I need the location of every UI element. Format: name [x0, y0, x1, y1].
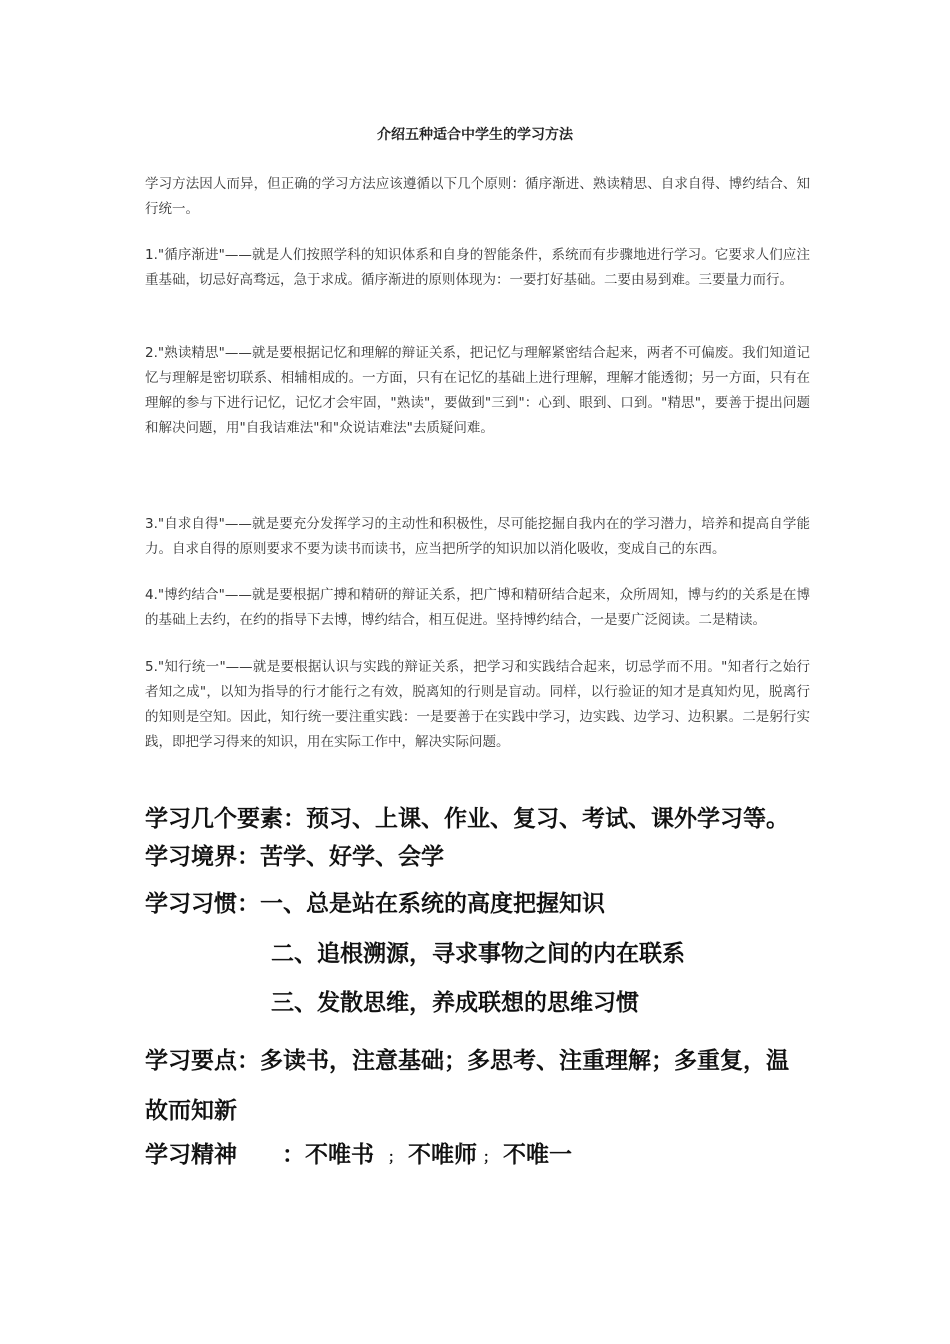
learning-spirit-item-3: 不唯一	[503, 1142, 572, 1168]
learning-key-points: 学习要点：多读书，注意基础；多思考、注重理解；多重复，温故而知新	[145, 1048, 789, 1124]
intro-paragraph: 学习方法因人而异，但正确的学习方法应该遵循以下几个原则：循序渐进、熟读精思、自求自得、博约结合、知行统一。	[145, 176, 810, 217]
learning-spirit-separator-2: ；	[483, 1150, 497, 1166]
principle-paragraph-2: 2."熟读精思"——就是要根据记忆和理解的辩证关系，把记忆与理解紧密结合起来，两者不可偏废。我们知道记忆与理解是密切联系、相辅相成的。一方面，只有在记忆的基础上进行理解，理解才能透彻；另一方面，只有在理解的参与下进行记忆，记忆才会牢固，"熟读"，要做到"三到"：心到、眼到、口到。"精思"，要善于提出问题和解决问题，用"自我诘难法"和"众说诘难法"去质疑问难。	[145, 345, 810, 436]
learning-elements: 学习几个要素：预习、上课、作业、复习、考试、课外学习等。	[145, 806, 789, 832]
learning-spirit-label: 学习精神	[145, 1142, 237, 1168]
learning-habits-line-1: 学习习惯：一、总是站在系统的高度把握知识	[145, 891, 605, 917]
learning-spirit	[145, 1136, 572, 1169]
learning-spirit-separator-1: ；	[388, 1150, 402, 1166]
principle-paragraph-1: 1."循序渐进"——就是人们按照学科的知识体系和自身的智能条件，系统而有步骤地进行学习。它要求人们应注重基础，切忌好高骛远，急于求成。循序渐进的原则体现为：一要打好基础。二要由易到难。三要量力而行。	[145, 247, 810, 288]
document-title: 介绍五种适合中学生的学习方法	[377, 127, 573, 143]
learning-habits-line-3: 三、发散思维，养成联想的思维习惯	[271, 990, 639, 1016]
learning-spirit-item-1: 不唯书	[305, 1142, 374, 1168]
principle-paragraph-4: 4."博约结合"——就是要根据广搏和精研的辩证关系，把广博和精研结合起来，众所周知，博与约的关系是在博的基础上去约，在约的指导下去博，博约结合，相互促进。坚持博约结合，一是要广泛阅读。二是精读。	[145, 587, 810, 628]
learning-realm: 学习境界：苦学、好学、会学	[145, 844, 444, 870]
learning-habits-line-2: 二、追根溯源，寻求事物之间的内在联系	[271, 941, 685, 967]
principle-paragraph-3: 3."自求自得"——就是要充分发挥学习的主动性和积极性，尽可能挖掘自我内在的学习潜力，培养和提高自学能力。自求自得的原则要求不要为读书而读书，应当把所学的知识加以消化吸收，变成自己的东西。	[145, 516, 810, 557]
learning-spirit-item-2: 不唯师	[408, 1142, 477, 1168]
principle-paragraph-5: 5."知行统一"——就是要根据认识与实践的辩证关系，把学习和实践结合起来，切忌学而不用。"知者行之始行者知之成"，以知为指导的行才能行之有效，脱离知的行则是盲动。同样，以行验证的知才是真知灼见，脱离行的知则是空知。因此，知行统一要注重实践：一是要善于在实践中学习，边实践、边学习、边积累。二是躬行实践，即把学习得来的知识，用在实际工作中，解决实际问题。	[145, 659, 810, 750]
learning-spirit-colon: ：	[282, 1142, 305, 1168]
